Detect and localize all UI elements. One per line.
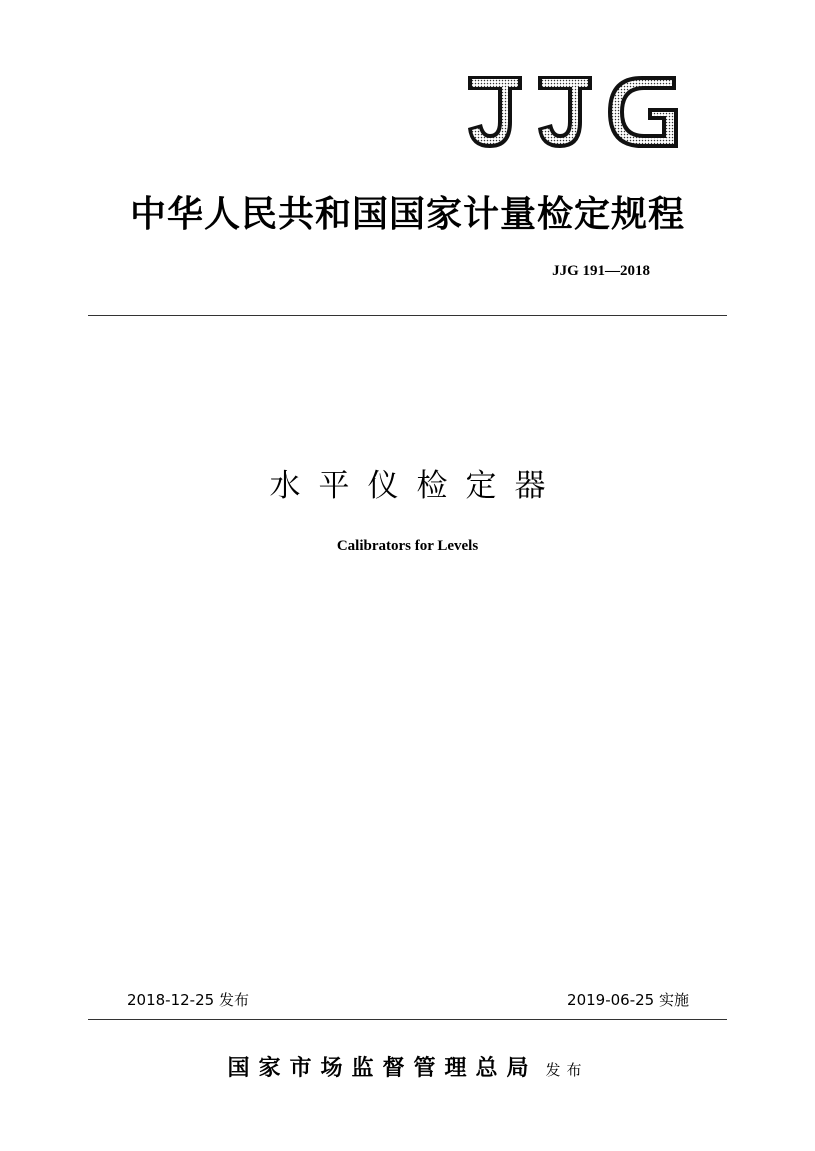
publisher-name: 国家市场监督管理总局 — [227, 1055, 538, 1081]
publisher-suffix: 发布 — [545, 1061, 588, 1079]
publisher-line — [0, 1051, 815, 1082]
jjg-logo-icon — [462, 70, 682, 152]
jjg-logo — [462, 70, 682, 152]
top-divider — [88, 315, 727, 316]
regulation-series-title: 中华人民共和国国家计量检定规程 — [129, 193, 685, 235]
standard-number: JJG 191—2018 — [552, 263, 650, 279]
bottom-divider — [88, 1019, 727, 1020]
effective-date: 2019-06-25 实施 — [567, 991, 689, 1009]
document-title: 水平仪检定器 — [269, 468, 564, 504]
document-english-title: Calibrators for Levels — [336, 538, 479, 554]
issue-date: 2018-12-25 发布 — [127, 991, 249, 1009]
